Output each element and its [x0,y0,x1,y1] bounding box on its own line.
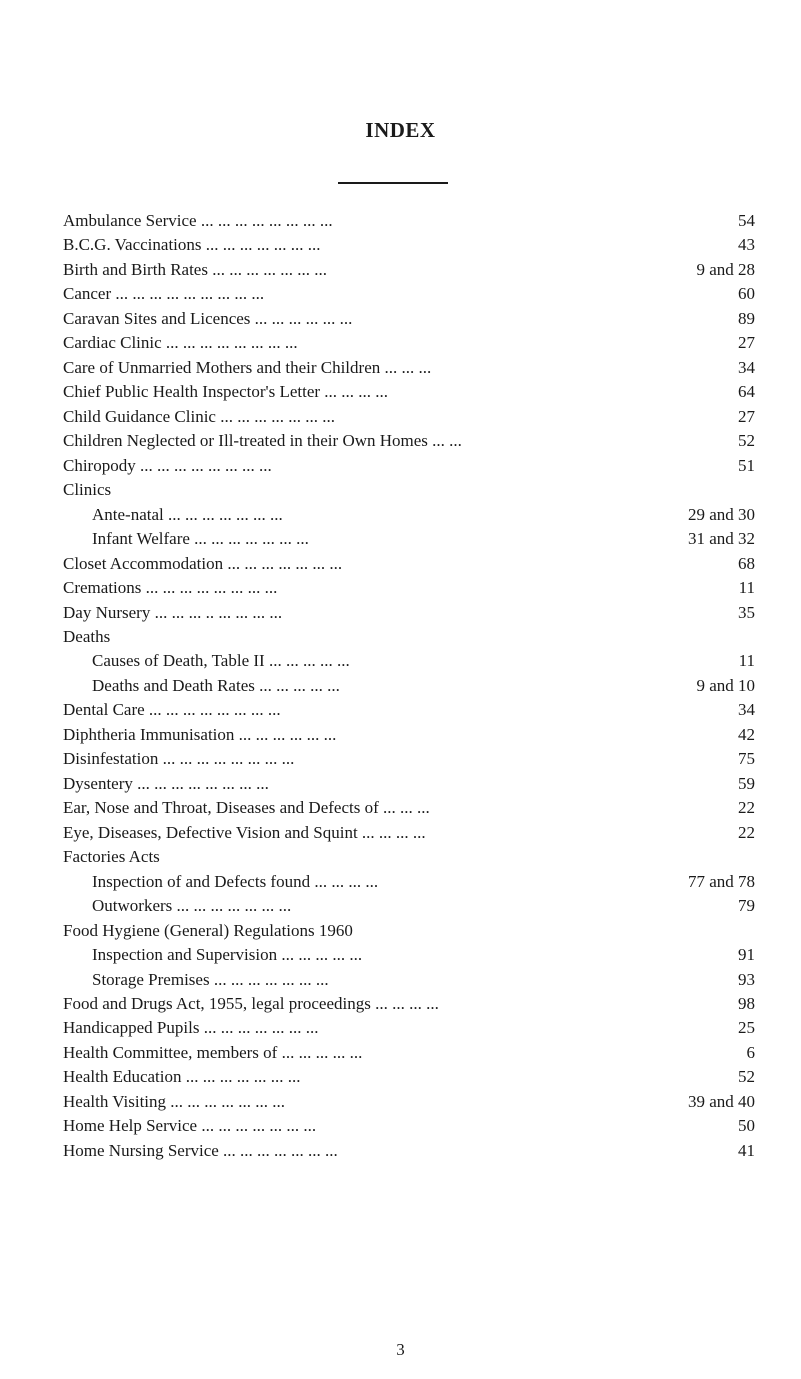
entry-label: Dental Care ... ... ... ... ... ... ... ... [63,700,281,720]
index-subentry [0,674,801,698]
entry-label: B.C.G. Vaccinations ... ... ... ... ... ... ... [63,235,321,255]
entry-label: Dysentery ... ... ... ... ... ... ... ... [63,773,269,793]
index-entry [0,625,801,649]
index-entry [0,1090,801,1114]
entry-label: Home Nursing Service ... ... ... ... ... ... ... [63,1140,338,1160]
index-entry [0,747,801,771]
entry-page-reference: 64 [738,382,755,402]
entry-page-reference: 39 and 40 [687,1091,755,1111]
index-entry [0,454,801,478]
entry-label: Children Neglected or Ill-treated in their Own Homes ... ... [63,431,462,451]
entry-page-reference: 34 [738,700,755,720]
entry-page-reference: 68 [738,553,755,573]
index-subentry [0,503,801,527]
index-entry [0,772,801,796]
index-entry [0,845,801,869]
index-entry [0,282,801,306]
entry-label: Deaths and Death Rates ... ... ... ... ... [92,675,340,695]
entry-label: Ear, Nose and Throat, Diseases and Defects of ... ... ... [63,798,430,818]
entry-page-reference: 41 [738,1140,755,1160]
entry-label: Health Visiting ... ... ... ... ... ... ... [63,1091,286,1111]
entry-label: Cardiac Clinic ... ... ... ... ... ... ... ... [63,333,298,353]
entry-label: Chiropody ... ... ... ... ... ... ... ... [63,455,272,475]
index-entry [0,331,801,355]
index-entry [0,1114,801,1138]
entry-label: Health Committee, members of ... ... ... ... ... [63,1042,363,1062]
entry-label: Birth and Birth Rates ... ... ... ... ... ... ... [63,259,327,279]
index-entry [0,601,801,625]
entry-label: Home Help Service ... ... ... ... ... ... ... [63,1116,317,1136]
entry-label: Disinfestation ... ... ... ... ... ... ... ... [63,749,295,769]
index-subentry [0,527,801,551]
index-entry [0,576,801,600]
entry-label: Factories Acts [63,847,160,867]
entry-label: Food and Drugs Act, 1955, legal proceedings ... ... ... ... [63,994,439,1013]
entry-label: Deaths [63,626,111,646]
entry-page-reference: 51 [738,455,755,475]
entry-label: Day Nursery ... ... ... .. ... ... ... ... [63,602,283,622]
index-entry [0,1065,801,1089]
entry-label: Handicapped Pupils ... ... ... ... ... ... ... [63,1018,319,1038]
entry-label: Cancer ... ... ... ... ... ... ... ... ... [63,284,265,304]
index-entry [0,307,801,331]
entry-page-reference: 50 [738,1116,755,1136]
entry-page-reference: 79 [738,896,755,916]
entry-page-reference: 91 [738,945,755,965]
entry-label: Ambulance Service ... ... ... ... ... ... ... ... [63,211,333,230]
index-subentry [0,870,801,894]
index-subentry [0,943,801,967]
entry-page-reference: 22 [738,822,755,842]
index-subentry [0,968,801,992]
entry-page-reference: 31 and 32 [687,529,755,549]
entry-page-reference: 35 [738,602,755,622]
index-subentry [0,649,801,673]
entry-page-reference: 43 [738,235,755,255]
entry-page-reference: 59 [738,773,755,793]
index-entry [0,405,801,429]
entry-label: Food Hygiene (General) Regulations 1960 [63,920,353,940]
entry-page-reference: 9 and 28 [696,259,755,279]
entry-label: Closet Accommodation ... ... ... ... ... ... ... [63,553,343,573]
entry-label: Ante-natal ... ... ... ... ... ... ... [92,504,283,524]
index-entry [0,723,801,747]
entry-label: Health Education ... ... ... ... ... ... ... [63,1067,301,1087]
entry-page-reference: 52 [738,1067,755,1087]
entry-page-reference: 27 [738,406,755,426]
index-entry [0,233,801,257]
entry-page-reference: 27 [738,333,755,353]
index-subentry [0,894,801,918]
entry-page-reference: 34 [738,357,755,377]
index-entry [0,478,801,502]
index-entry [0,1139,801,1163]
index-entry [0,821,801,845]
entry-label: Diphtheria Immunisation ... ... ... ... ... ... [63,724,337,744]
entry-label: Clinics [63,480,112,500]
index-entry [0,209,801,233]
entry-page-reference: 52 [738,431,755,451]
index-entry [0,380,801,404]
entry-page-reference: 60 [738,284,755,304]
entry-label: Care of Unmarried Mothers and their Children ... ... ... [63,357,432,377]
entry-label: Outworkers ... ... ... ... ... ... ... [92,896,292,916]
entry-label: Caravan Sites and Licences ... ... ... ... ... ... [63,308,353,328]
index-entry-list [0,209,801,1163]
index-entry [0,919,801,943]
index-title: INDEX [365,118,436,142]
index-entry [0,552,801,576]
entry-page-reference: 11 [738,578,755,598]
index-entry [0,1016,801,1040]
title-rule [338,182,448,184]
index-entry [0,356,801,380]
entry-page-reference: 98 [738,994,755,1013]
entry-page-reference: 77 and 78 [687,871,755,891]
entry-page-reference: 54 [738,211,755,230]
index-entry [0,992,801,1016]
page-number: 3 [396,1340,405,1359]
index-entry [0,796,801,820]
entry-label: Chief Public Health Inspector's Letter ... ... ... ... [63,382,389,402]
entry-label: Cremations ... ... ... ... ... ... ... ... [63,578,278,598]
entry-label: Storage Premises ... ... ... ... ... ... ... [92,969,329,989]
entry-page-reference: 22 [738,798,755,818]
entry-page-reference: 75 [738,749,755,769]
entry-label: Eye, Diseases, Defective Vision and Squint ... ... ... ... [63,822,426,842]
entry-label: Child Guidance Clinic ... ... ... ... ... ... ... [63,406,335,426]
entry-label: Causes of Death, Table II ... ... ... ... ... [92,651,350,671]
index-entry [0,1041,801,1065]
entry-page-reference: 6 [746,1042,755,1062]
index-entry [0,429,801,453]
entry-label: Infant Welfare ... ... ... ... ... ... ... [92,529,309,549]
entry-page-reference: 11 [738,651,755,671]
entry-page-reference: 29 and 30 [687,504,755,524]
entry-page-reference: 42 [738,724,755,744]
index-entry [0,698,801,722]
entry-label: Inspection and Supervision ... ... ... ... ... [92,945,363,965]
entry-label: Inspection of and Defects found ... ... ... ... [92,871,379,891]
entry-page-reference: 25 [738,1018,755,1038]
entry-page-reference: 93 [738,969,755,989]
entry-page-reference: 89 [738,308,755,328]
entry-page-reference: 9 and 10 [696,675,755,695]
index-entry [0,258,801,282]
